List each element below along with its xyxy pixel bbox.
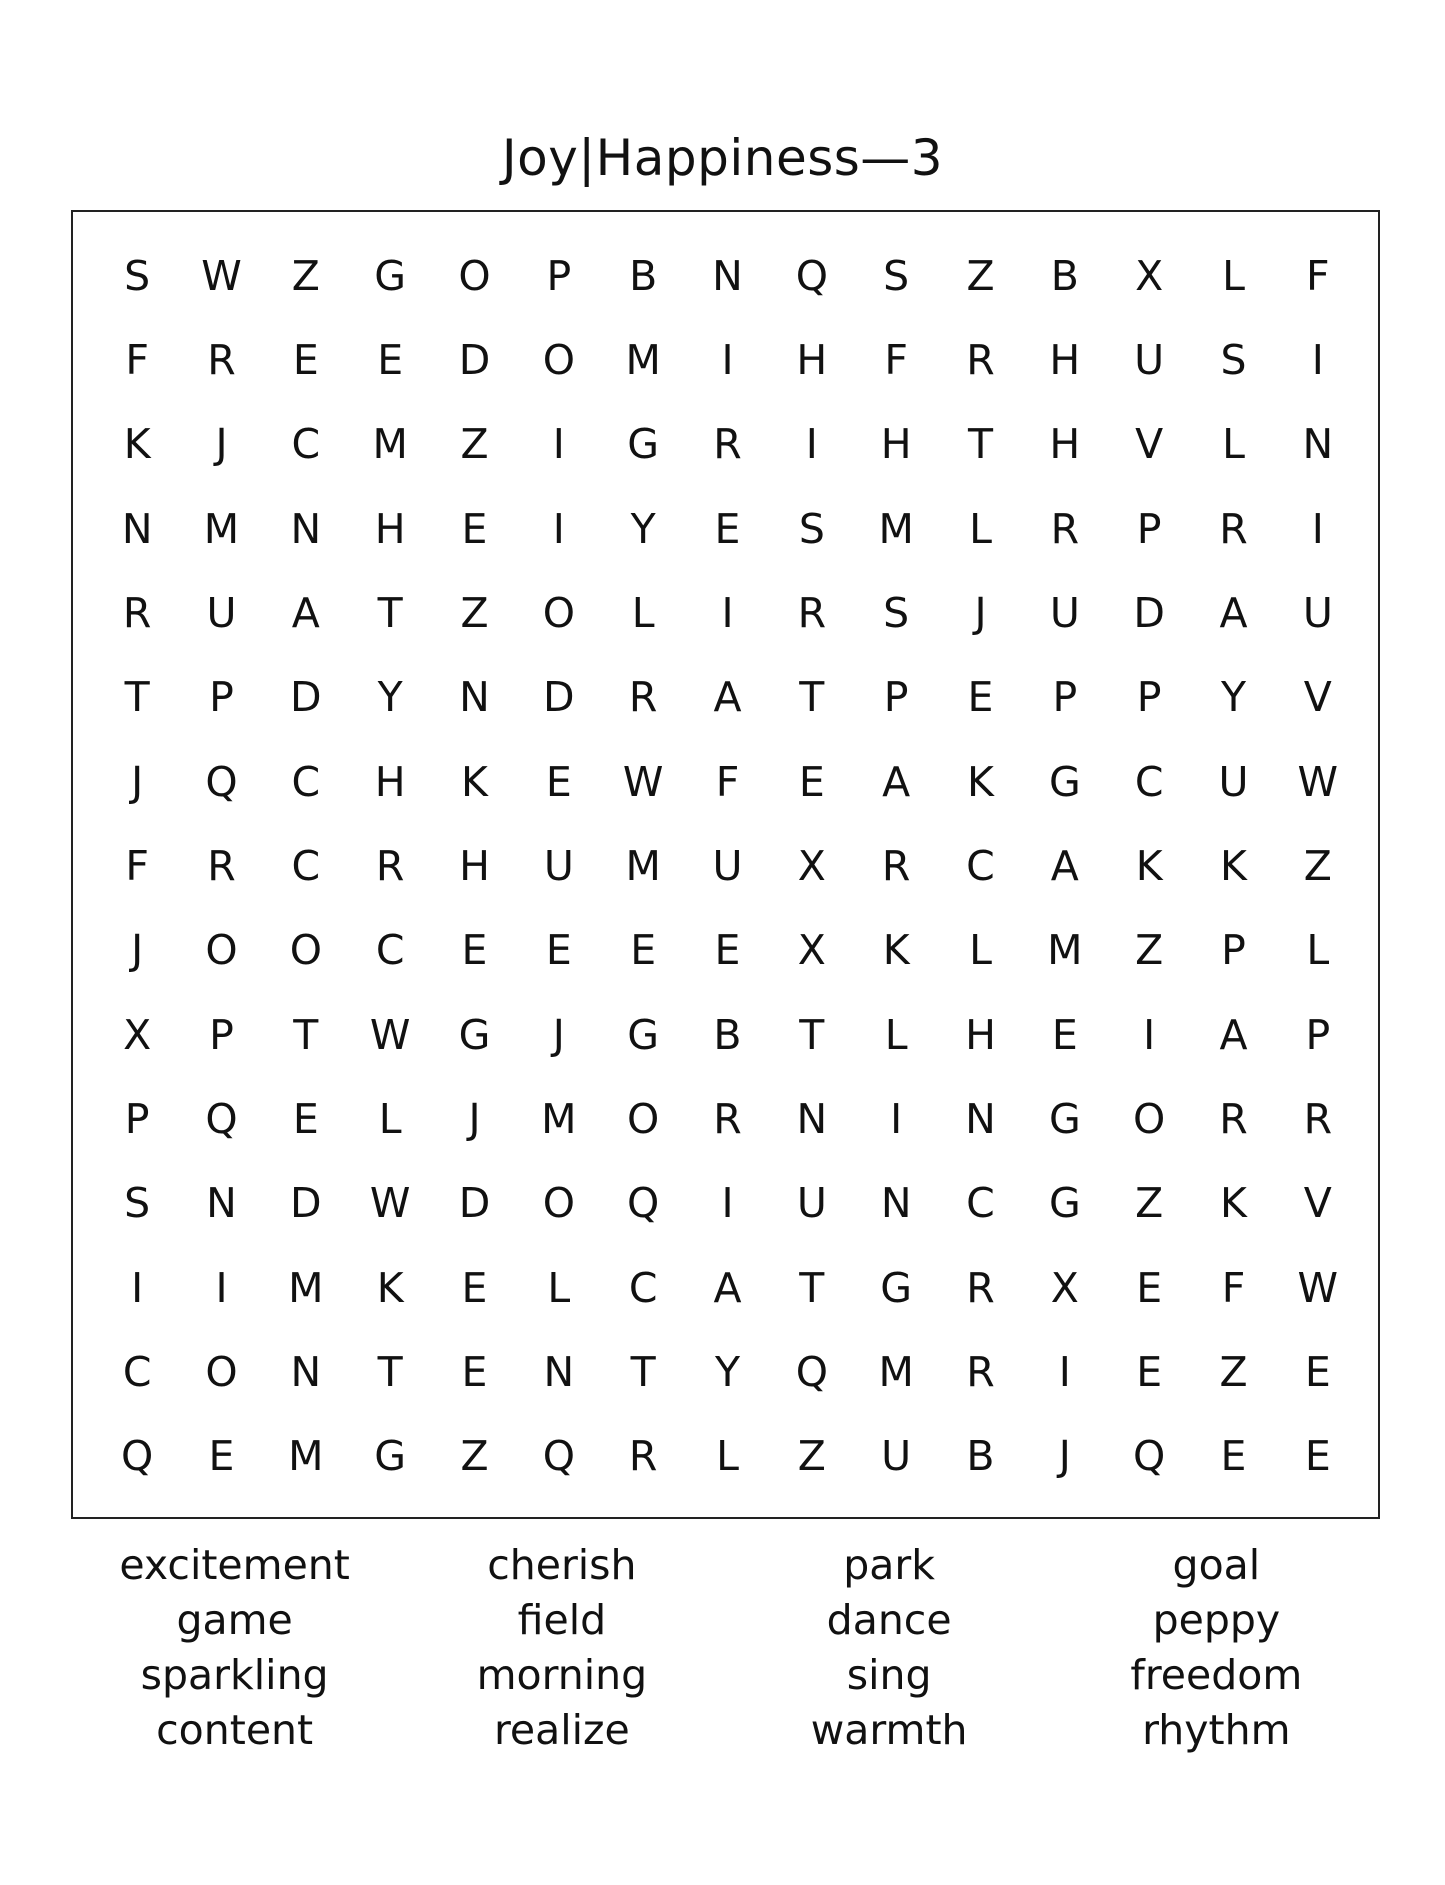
grid-letter[interactable]: N (459, 673, 490, 722)
grid-letter[interactable]: O (205, 926, 238, 975)
grid-letter[interactable]: Q (205, 1094, 238, 1143)
grid-letter[interactable]: I (721, 335, 734, 384)
grid-letter[interactable]: T (630, 1347, 656, 1396)
grid-letter[interactable]: F (125, 335, 149, 384)
grid-letter[interactable]: R (881, 841, 911, 890)
grid-letter[interactable]: H (796, 335, 828, 384)
grid-letter[interactable]: W (1297, 1263, 1339, 1312)
grid-letter[interactable]: I (1143, 1010, 1156, 1059)
grid-letter[interactable]: Y (1220, 673, 1247, 722)
grid-letter[interactable]: J (215, 420, 228, 469)
grid-letter[interactable]: R (797, 588, 827, 637)
word-list-item: realize (493, 1706, 630, 1754)
grid-letter[interactable]: O (1133, 1094, 1166, 1143)
grid-letter[interactable]: Q (205, 757, 238, 806)
grid-letter[interactable]: E (714, 504, 741, 553)
grid-letter[interactable]: G (374, 1432, 407, 1481)
grid-letter[interactable]: S (124, 1179, 151, 1228)
grid-letter[interactable]: Q (627, 1179, 660, 1228)
grid-letter[interactable]: P (1052, 673, 1078, 722)
grid-letter[interactable]: L (1222, 251, 1245, 300)
grid-letter[interactable]: L (547, 1263, 571, 1312)
grid-letter[interactable]: N (290, 504, 322, 553)
grid-letter[interactable]: F (1306, 251, 1330, 300)
grid-letter[interactable]: U (796, 1179, 827, 1228)
grid-letter[interactable]: C (1134, 757, 1164, 806)
grid-letter[interactable]: L (378, 1094, 402, 1143)
grid-letter[interactable]: L (631, 588, 655, 637)
grid-letter[interactable]: H (1049, 335, 1081, 384)
grid-letter[interactable]: O (542, 588, 575, 637)
grid-letter[interactable]: X (1050, 1263, 1079, 1312)
grid-letter[interactable]: C (291, 420, 321, 469)
grid-letter[interactable]: S (124, 251, 151, 300)
grid-letter[interactable]: M (541, 1094, 577, 1143)
grid-letter[interactable]: T (293, 1010, 319, 1059)
grid-letter[interactable]: Z (291, 251, 320, 300)
grid-letter[interactable]: I (552, 420, 565, 469)
grid-letter[interactable]: Z (1303, 841, 1332, 890)
grid-letter[interactable]: J (131, 926, 144, 975)
grid-letter[interactable]: Y (714, 1347, 741, 1396)
grid-letter[interactable]: W (1297, 757, 1339, 806)
grid-letter[interactable]: P (124, 1094, 150, 1143)
grid-letter[interactable]: R (628, 1432, 658, 1481)
grid-letter[interactable]: K (1135, 841, 1163, 890)
grid-letter[interactable]: U (1218, 757, 1249, 806)
grid-letter[interactable]: D (1133, 588, 1165, 637)
grid-letter[interactable]: R (713, 1094, 742, 1143)
grid-letter[interactable]: E (1051, 1010, 1078, 1059)
grid-letter[interactable]: D (290, 1179, 322, 1228)
grid-letter[interactable]: I (215, 1263, 228, 1312)
grid-letter[interactable]: E (461, 1347, 488, 1396)
word-list-item: field (517, 1596, 607, 1644)
grid-letter[interactable]: T (377, 588, 403, 637)
grid-letter[interactable]: M (625, 335, 661, 384)
grid-letter[interactable]: B (1050, 251, 1079, 300)
grid-letter[interactable]: K (882, 926, 910, 975)
grid-letter[interactable]: L (884, 1010, 908, 1059)
grid-letter[interactable]: T (124, 673, 150, 722)
grid-letter[interactable]: F (884, 335, 908, 384)
grid-letter[interactable]: J (1058, 1432, 1071, 1481)
grid-letter[interactable]: K (1220, 841, 1247, 890)
grid-letter[interactable]: E (461, 1263, 488, 1312)
grid-letter[interactable]: E (208, 1432, 235, 1481)
grid-letter[interactable]: P (883, 673, 909, 722)
grid-letter[interactable]: X (797, 926, 826, 975)
grid-letter[interactable]: R (1303, 1094, 1333, 1143)
grid-letter[interactable]: P (1221, 926, 1246, 975)
grid-letter[interactable]: M (203, 504, 240, 553)
grid-letter[interactable]: Z (460, 1432, 489, 1481)
grid-letter[interactable]: N (1302, 420, 1334, 469)
grid-letter[interactable]: B (966, 1432, 995, 1481)
grid-letter[interactable]: R (966, 335, 995, 384)
grid-letter[interactable]: N (543, 1347, 575, 1396)
grid-letter[interactable]: Y (377, 673, 403, 722)
grid-letter[interactable]: V (1303, 673, 1332, 722)
grid-letter[interactable]: N (121, 504, 153, 553)
grid-letter[interactable]: Z (1219, 1347, 1248, 1396)
grid-letter[interactable]: I (552, 504, 565, 553)
grid-letter[interactable]: H (965, 1010, 996, 1059)
grid-letter[interactable]: U (1134, 335, 1165, 384)
grid-letter[interactable]: I (890, 1094, 903, 1143)
grid-letter[interactable]: P (546, 251, 572, 300)
grid-letter[interactable]: R (1219, 504, 1248, 553)
grid-letter[interactable]: E (461, 926, 488, 975)
grid-letter[interactable]: Q (795, 251, 828, 300)
grid-letter[interactable]: N (290, 1347, 322, 1396)
grid-letter[interactable]: S (798, 504, 825, 553)
grid-letter[interactable]: R (207, 335, 236, 384)
grid-letter[interactable]: Z (460, 588, 489, 637)
grid-letter[interactable]: A (882, 757, 911, 806)
word-list-column (71, 1538, 398, 1758)
grid-letter[interactable]: G (880, 1263, 913, 1312)
grid-letter[interactable]: M (878, 1347, 914, 1396)
grid-letter[interactable]: N (712, 251, 743, 300)
grid-letter[interactable]: R (375, 841, 405, 890)
grid-letter[interactable]: C (122, 1347, 152, 1396)
grid-letter[interactable]: R (713, 420, 742, 469)
grid-letter[interactable]: S (883, 588, 910, 637)
grid-letter[interactable]: M (288, 1432, 324, 1481)
grid-letter[interactable]: N (880, 1179, 912, 1228)
grid-letter[interactable]: B (629, 251, 658, 300)
word-list-item: sparkling (140, 1651, 329, 1699)
grid-letter[interactable]: Y (630, 504, 656, 553)
grid-letter[interactable]: O (205, 1347, 238, 1396)
grid-letter[interactable]: S (883, 251, 910, 300)
grid-letter[interactable]: Q (795, 1347, 828, 1396)
word-list-item: sing (846, 1651, 932, 1699)
grid-letter[interactable]: T (799, 673, 825, 722)
grid-letter[interactable]: C (291, 757, 321, 806)
grid-letter[interactable]: X (1135, 251, 1164, 300)
grid-letter[interactable]: A (291, 588, 320, 637)
grid-letter[interactable]: D (458, 1179, 491, 1228)
grid-letter[interactable]: A (1050, 841, 1079, 890)
grid-letter[interactable]: H (374, 504, 406, 553)
grid-letter[interactable]: E (545, 757, 572, 806)
grid-letter[interactable]: Z (1135, 1179, 1164, 1228)
grid-letter[interactable]: E (1304, 1432, 1331, 1481)
grid-letter[interactable]: E (967, 673, 994, 722)
grid-letter[interactable]: L (969, 926, 992, 975)
grid-letter[interactable]: P (209, 1010, 234, 1059)
grid-letter[interactable]: P (1136, 673, 1162, 722)
grid-letter[interactable]: D (543, 673, 575, 722)
grid-letter[interactable]: G (1048, 1094, 1081, 1143)
grid-letter[interactable]: S (1220, 335, 1247, 384)
grid-letter[interactable]: Z (797, 1432, 826, 1481)
grid-letter[interactable]: C (375, 926, 405, 975)
grid-letter[interactable]: G (627, 420, 660, 469)
grid-letter[interactable]: R (628, 673, 658, 722)
grid-letter[interactable]: E (1136, 1347, 1163, 1396)
grid-letter[interactable]: L (1222, 420, 1245, 469)
word-list-item: rhythm (1142, 1706, 1291, 1754)
grid-letter[interactable]: I (131, 1263, 144, 1312)
grid-letter[interactable]: K (123, 420, 151, 469)
grid-letter[interactable]: I (1058, 1347, 1071, 1396)
grid-letter[interactable]: D (458, 335, 491, 384)
grid-letter[interactable]: O (289, 926, 322, 975)
grid-letter[interactable]: N (796, 1094, 828, 1143)
grid-letter[interactable]: R (966, 1347, 995, 1396)
page-title: Joy|Happiness—3 (501, 129, 944, 187)
grid-letter[interactable]: V (1135, 420, 1164, 469)
grid-letter[interactable]: L (716, 1432, 739, 1481)
grid-letter[interactable]: D (290, 673, 322, 722)
word-list-item: excitement (119, 1541, 350, 1589)
grid-letter[interactable]: A (713, 673, 742, 722)
grid-letter[interactable]: U (543, 841, 574, 890)
grid-letter[interactable]: P (1136, 504, 1162, 553)
grid-letter[interactable]: E (377, 335, 404, 384)
word-list-column (398, 1538, 725, 1758)
word-list-item: warmth (810, 1706, 968, 1754)
grid-letter[interactable]: A (713, 1263, 742, 1312)
grid-letter[interactable]: N (206, 1179, 237, 1228)
grid-letter[interactable]: A (1219, 588, 1248, 637)
grid-letter[interactable]: O (627, 1094, 660, 1143)
grid-letter[interactable]: W (622, 757, 664, 806)
grid-letter[interactable]: U (1302, 588, 1333, 637)
word-list-item: game (176, 1596, 293, 1644)
grid-letter[interactable]: E (1136, 1263, 1163, 1312)
grid-letter[interactable]: E (1220, 1432, 1247, 1481)
grid-letter[interactable]: I (805, 420, 818, 469)
grid-letter[interactable]: U (1049, 588, 1080, 637)
grid-letter[interactable]: F (125, 841, 149, 890)
grid-letter[interactable]: J (131, 757, 144, 806)
grid-letter[interactable]: C (966, 841, 995, 890)
grid-letter[interactable]: O (458, 251, 491, 300)
grid-letter[interactable]: E (461, 504, 488, 553)
grid-letter[interactable]: J (468, 1094, 481, 1143)
grid-letter[interactable]: I (721, 1179, 734, 1228)
grid-letter[interactable]: U (881, 1432, 912, 1481)
grid-letter[interactable]: E (545, 926, 572, 975)
grid-letter[interactable]: M (288, 1263, 324, 1312)
word-list-column (726, 1538, 1053, 1758)
grid-letter[interactable]: Z (460, 420, 489, 469)
grid-letter[interactable]: R (207, 841, 236, 890)
grid-letter[interactable]: J (552, 1010, 565, 1059)
grid-letter[interactable]: E (630, 926, 657, 975)
grid-letter[interactable]: E (798, 757, 825, 806)
grid-letter[interactable]: G (1048, 1179, 1081, 1228)
word-list (71, 1538, 1380, 1758)
grid-letter[interactable]: M (372, 420, 408, 469)
grid-letter[interactable]: R (1219, 1094, 1248, 1143)
grid-letter[interactable]: U (206, 588, 237, 637)
grid-letter[interactable]: E (714, 926, 741, 975)
grid-letter[interactable]: Z (966, 251, 995, 300)
word-list-item: peppy (1152, 1596, 1281, 1644)
word-list-item: park (843, 1541, 935, 1589)
grid-letter[interactable]: H (1049, 420, 1081, 469)
grid-letter[interactable]: R (122, 588, 152, 637)
grid-letter[interactable]: Q (1133, 1432, 1166, 1481)
word-list-column (1053, 1538, 1380, 1758)
grid-letter[interactable]: T (799, 1263, 825, 1312)
grid-letter[interactable]: X (797, 841, 826, 890)
grid-letter[interactable]: O (542, 1179, 575, 1228)
grid-letter[interactable]: F (715, 757, 740, 806)
grid-letter[interactable]: R (1050, 504, 1080, 553)
grid-letter[interactable]: M (1047, 926, 1083, 975)
grid-letter[interactable]: W (369, 1010, 411, 1059)
grid-letter[interactable]: O (542, 335, 575, 384)
word-list-item: freedom (1130, 1651, 1303, 1699)
grid-letter[interactable]: W (201, 251, 242, 300)
word-list-item: goal (1172, 1541, 1261, 1589)
grid-letter[interactable]: G (458, 1010, 491, 1059)
grid-letter[interactable]: H (880, 420, 912, 469)
grid-letter[interactable]: H (459, 841, 490, 890)
grid-letter[interactable]: B (713, 1010, 742, 1059)
grid-letter[interactable]: P (1305, 1010, 1331, 1059)
grid-letter[interactable]: C (628, 1263, 658, 1312)
word-list-item: dance (826, 1596, 952, 1644)
puzzle-grid-frame (71, 210, 1380, 1519)
grid-letter[interactable]: C (966, 1179, 995, 1228)
grid-letter[interactable]: Q (542, 1432, 575, 1481)
grid-letter[interactable]: E (292, 1094, 319, 1143)
grid-letter[interactable]: G (1048, 757, 1081, 806)
grid-letter[interactable]: L (969, 504, 992, 553)
grid-letter[interactable]: W (369, 1179, 411, 1228)
grid-letter[interactable]: E (292, 335, 319, 384)
word-list-item: morning (476, 1651, 648, 1699)
grid-letter[interactable]: H (374, 757, 406, 806)
grid-letter[interactable]: I (1311, 504, 1324, 553)
grid-letter[interactable]: K (967, 757, 994, 806)
grid-letter[interactable]: C (291, 841, 321, 890)
grid-letter[interactable]: X (123, 1010, 152, 1059)
grid-letter[interactable]: J (974, 588, 987, 637)
letter-grid (95, 234, 1360, 1499)
grid-letter[interactable]: K (1220, 1179, 1247, 1228)
grid-letter[interactable]: K (376, 1263, 404, 1312)
grid-letter[interactable]: G (374, 251, 407, 300)
grid-letter[interactable]: R (966, 1263, 995, 1312)
grid-letter[interactable]: T (967, 420, 994, 469)
grid-letter[interactable]: G (627, 1010, 660, 1059)
grid-letter[interactable]: P (209, 673, 234, 722)
grid-letter[interactable]: M (878, 504, 914, 553)
word-list-item: content (156, 1706, 314, 1754)
grid-letter[interactable]: K (461, 757, 488, 806)
grid-letter[interactable]: E (1304, 1347, 1331, 1396)
grid-letter[interactable]: I (1311, 335, 1324, 384)
grid-letter[interactable]: V (1303, 1179, 1332, 1228)
grid-letter[interactable]: A (1219, 1010, 1248, 1059)
grid-letter[interactable]: L (1306, 926, 1330, 975)
grid-letter[interactable]: T (799, 1010, 825, 1059)
grid-letter[interactable]: N (965, 1094, 996, 1143)
grid-letter[interactable]: M (625, 841, 661, 890)
grid-letter[interactable]: Z (1135, 926, 1164, 975)
grid-letter[interactable]: Q (121, 1432, 154, 1481)
grid-letter[interactable]: F (1221, 1263, 1246, 1312)
grid-letter[interactable]: T (377, 1347, 403, 1396)
word-list-item: cherish (487, 1541, 637, 1589)
grid-letter[interactable]: U (712, 841, 743, 890)
grid-letter[interactable]: I (721, 588, 734, 637)
